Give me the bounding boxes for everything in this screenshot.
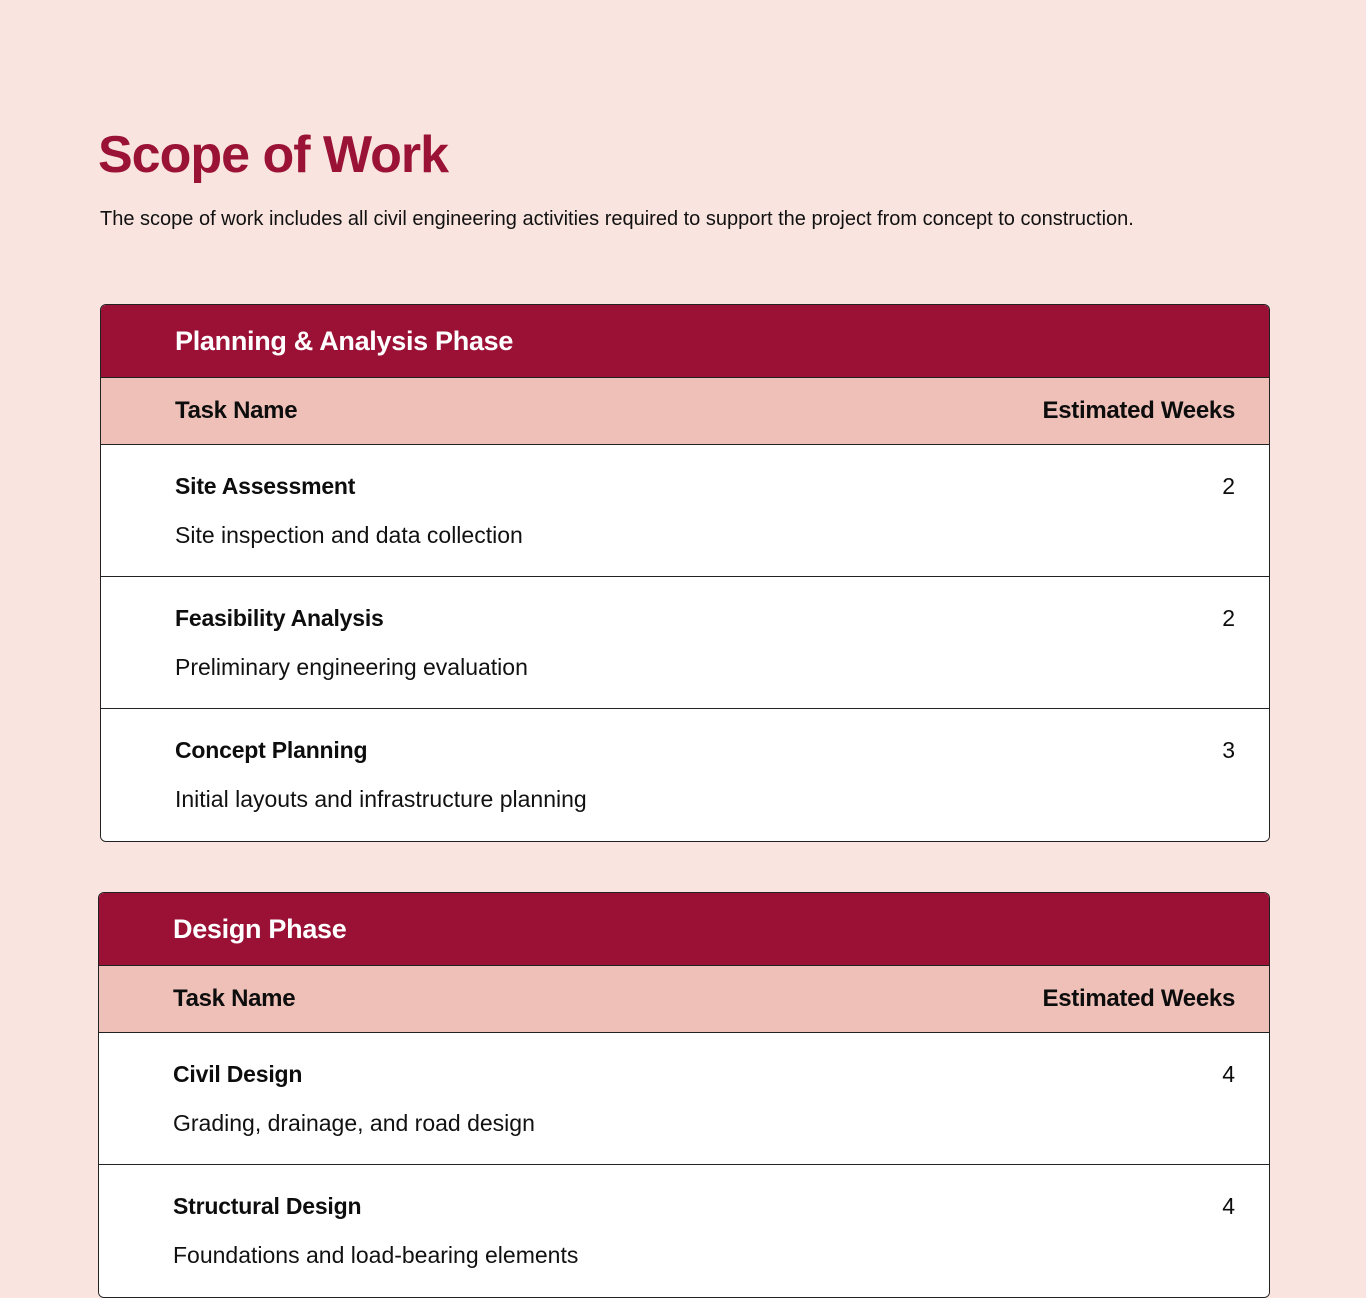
task-weeks: 2 <box>1222 605 1235 631</box>
table-row <box>101 445 1269 577</box>
task-name: Structural Design <box>173 1193 362 1219</box>
phase-header <box>99 893 1269 966</box>
task-weeks: 4 <box>1222 1061 1235 1087</box>
column-header-task-name: Task Name <box>173 985 296 1012</box>
column-header-estimated-weeks: Estimated Weeks <box>1042 397 1235 424</box>
page-title: Scope of Work <box>98 126 449 184</box>
intro-paragraph: The scope of work includes all civil engineering activities required to support the project from concept to construction. <box>100 208 1134 230</box>
table-row <box>101 709 1269 841</box>
table-row <box>101 577 1269 709</box>
task-name: Civil Design <box>173 1061 303 1087</box>
task-description: Grading, drainage, and road design <box>173 1110 535 1136</box>
table-row <box>99 1033 1269 1165</box>
phase-title: Planning & Analysis Phase <box>175 325 514 356</box>
phase-header <box>101 305 1269 378</box>
task-description: Site inspection and data collection <box>175 522 523 548</box>
column-header-row <box>99 966 1269 1033</box>
column-header-estimated-weeks: Estimated Weeks <box>1042 985 1235 1012</box>
task-name: Concept Planning <box>175 737 368 763</box>
task-description: Preliminary engineering evaluation <box>175 654 528 680</box>
phase-title: Design Phase <box>173 913 347 944</box>
table-row <box>99 1165 1269 1297</box>
task-name: Feasibility Analysis <box>175 605 384 631</box>
phase-table-planning <box>100 304 1270 842</box>
task-description: Foundations and load-bearing elements <box>173 1242 579 1268</box>
task-weeks: 2 <box>1222 473 1235 499</box>
task-weeks: 3 <box>1222 737 1235 763</box>
phase-table-design <box>98 892 1270 1298</box>
task-description: Initial layouts and infrastructure planning <box>175 786 587 812</box>
task-name: Site Assessment <box>175 473 356 499</box>
task-weeks: 4 <box>1222 1193 1235 1219</box>
column-header-row <box>101 378 1269 445</box>
column-header-task-name: Task Name <box>175 397 298 424</box>
